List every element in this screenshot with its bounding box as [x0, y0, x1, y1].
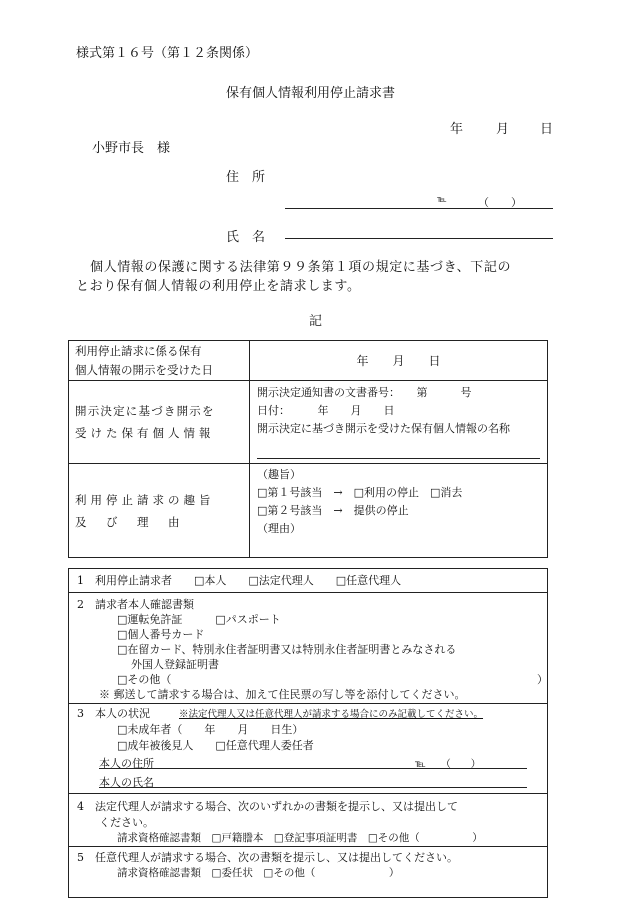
date-day: 日: [540, 122, 554, 137]
body-text-line1: 個人情報の保護に関する法律第９９条第１項の規定に基づき、下記の: [90, 260, 512, 275]
section2-title: 2 請求者本人確認書類: [77, 598, 194, 611]
section3-note: ※法定代理人又は任意代理人が請求する場合にのみ記載してください。: [179, 709, 484, 720]
id-doc-residence-card-cont: 外国人登録証明書: [131, 658, 219, 671]
address-label: 住 所: [226, 170, 266, 185]
addressee: 小野市長 様: [92, 141, 171, 156]
section5-line1: 5 任意代理人が請求する場合、次の書類を提示し、又は提出してください。: [77, 851, 458, 864]
document-title: 保有個人情報利用停止請求書: [226, 86, 396, 101]
reason-heading: （理由）: [257, 522, 301, 535]
divider-2: [69, 703, 547, 704]
status-guardian[interactable]: □成年被後見人 □任意代理人委任者: [117, 739, 314, 752]
row2-label-line1: 開示決定に基づき開示を: [75, 404, 215, 418]
row3-value[interactable]: [250, 464, 548, 558]
row1-value[interactable]: [250, 341, 548, 381]
purpose-heading: （趣旨）: [257, 468, 301, 481]
form-number: 様式第１６号（第１２条関係）: [76, 46, 259, 61]
row3-label-line1: 利用停止請求の趣旨: [75, 492, 215, 507]
disclosed-info-name-label: 開示決定に基づき開示を受けた保有個人情報の名称: [257, 422, 510, 435]
principal-name-line[interactable]: [99, 787, 527, 788]
request-table: [68, 340, 548, 558]
divider-1: [69, 592, 547, 593]
principal-tel: ℡ （ ）: [415, 759, 481, 770]
principal-name-label: 本人の氏名: [99, 776, 154, 789]
section3-title: 3 本人の状況: [77, 707, 150, 720]
divider-3: [69, 793, 547, 794]
id-doc-residence-card[interactable]: □在留カード、特別永住者証明書又は特別永住者証明書とみなされる: [117, 643, 457, 656]
id-doc-other[interactable]: □その他（: [117, 673, 172, 686]
section1-requester[interactable]: 1 利用停止請求者 □本人 □法定代理人 □任意代理人: [77, 574, 402, 587]
row2-label-line2: 受けた保有個人情報: [75, 426, 215, 440]
id-doc-license-passport[interactable]: □運転免許証 □パスポート: [117, 613, 281, 626]
requester-info-box: [68, 568, 548, 898]
name-label: 氏 名: [226, 230, 266, 245]
section5-documents[interactable]: 請求資格確認書類 □委任状 □その他（ ）: [117, 867, 400, 879]
row1-label-line1: 利用停止請求に係る保有: [75, 343, 202, 358]
row3-label: [69, 464, 250, 558]
principal-address-line[interactable]: [99, 768, 527, 769]
date-year: 年: [450, 122, 464, 137]
section4-documents[interactable]: 請求資格確認書類 □戸籍謄本 □登記事項証明書 □その他（ ）: [117, 832, 483, 844]
id-doc-mynumber[interactable]: □個人番号カード: [117, 628, 205, 641]
body-text-line2: とおり保有個人情報の利用停止を請求します。: [76, 279, 361, 294]
status-minor[interactable]: □未成年者（ 年 月 日生）: [117, 723, 304, 736]
purpose-option-1[interactable]: □第１号該当 → □利用の停止 □消去: [257, 486, 463, 499]
name-line[interactable]: [285, 238, 553, 239]
date-month: 月: [496, 122, 510, 137]
divider-4: [69, 846, 547, 847]
purpose-option-2[interactable]: □第２号該当 → 提供の停止: [257, 504, 409, 517]
notice-date: 日付： 年 月 日: [257, 404, 395, 417]
row1-label-line2: 個人情報の開示を受けた日: [75, 362, 213, 377]
disclosed-info-name-line[interactable]: [257, 458, 540, 459]
tel-parens: （ ）: [478, 196, 522, 209]
ki-heading: 記: [309, 314, 323, 329]
notice-document-number: 開示決定通知書の文書番号： 第 号: [257, 386, 472, 399]
tel-label: ℡: [437, 195, 447, 205]
mail-note: ※ 郵送して請求する場合は、加えて住民票の写し等を添付してください。: [99, 688, 466, 701]
section4-line2: ください。: [99, 816, 154, 829]
row3-label-line2: 及 び 理 由: [75, 514, 184, 529]
id-doc-other-close: ）: [537, 673, 548, 686]
row2-label: [69, 381, 250, 464]
disclosure-date: 年 月 日: [356, 354, 441, 368]
row2-value[interactable]: [250, 381, 548, 464]
row1-label: [69, 341, 250, 381]
section4-line1: 4 法定代理人が請求する場合、次のいずれかの書類を提示し、又は提出して: [77, 800, 458, 813]
principal-address-label: 本人の住所: [99, 757, 154, 770]
